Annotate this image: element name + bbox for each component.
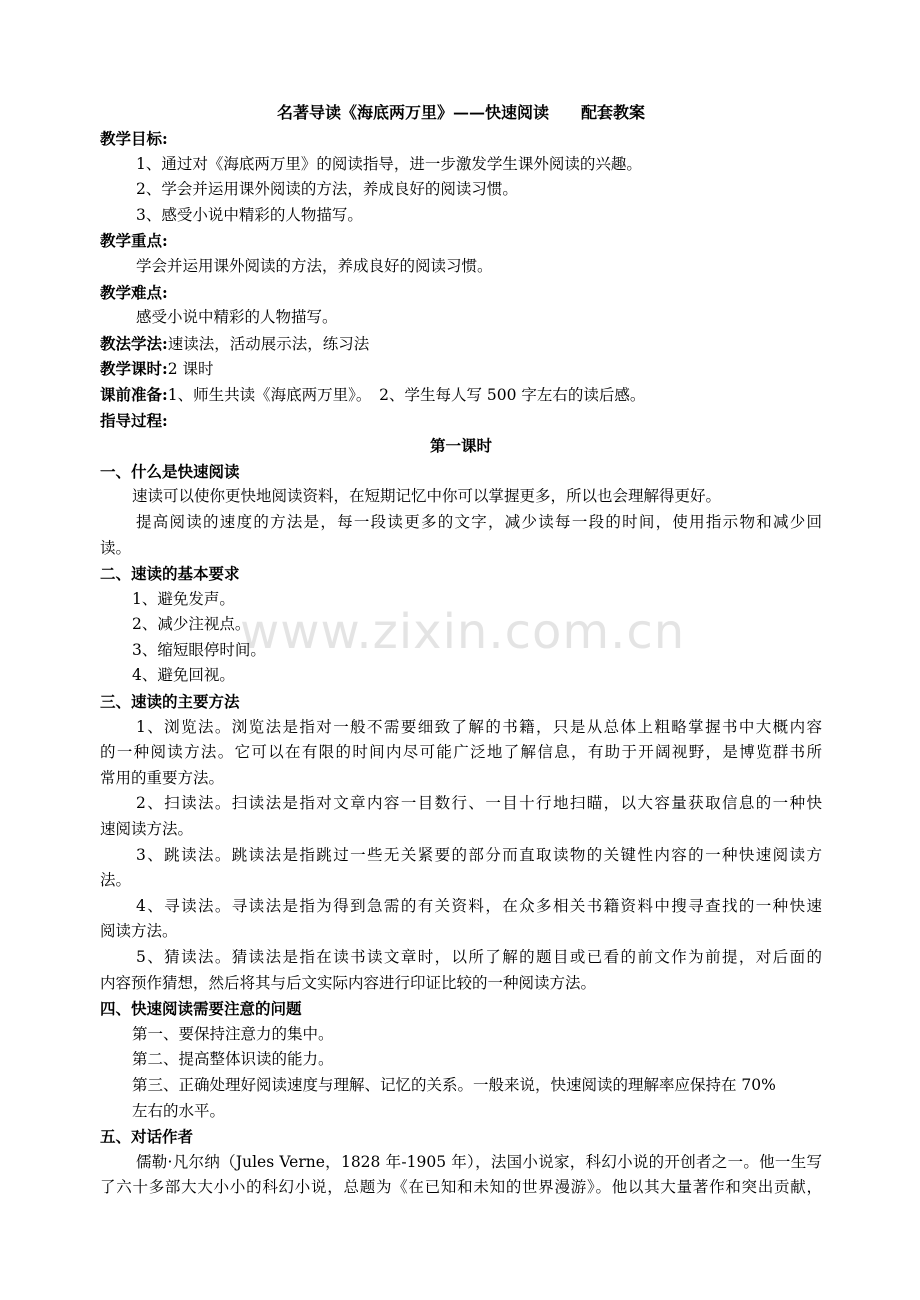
section-heading: 二、速读的基本要求 (100, 564, 240, 584)
prep-line (100, 382, 822, 408)
paragraph-line: 左右的水平。 (132, 1101, 226, 1120)
paragraph-line: 速阅读方法。 (100, 820, 194, 839)
goal-item: 2、学会并运用课外阅读的方法，养成良好的阅读习惯。 (136, 180, 518, 199)
section-heading: 四、快速阅读需要注意的问题 (100, 999, 302, 1019)
difficulty-text: 感受小说中精彩的人物描写。 (136, 308, 338, 327)
lesson-title: 第一课时 (429, 436, 492, 456)
document-page (100, 100, 822, 1201)
prep-label: 课前准备: (100, 384, 168, 404)
methods-text: 速读法，活动展示法，练习法 (167, 334, 370, 353)
difficulty-heading: 教学难点: (100, 282, 168, 302)
methods-label: 教法学法: (100, 333, 168, 353)
hours-line (100, 356, 822, 382)
section-heading: 三、速读的主要方法 (100, 692, 240, 712)
goal-item: 3、感受小说中精彩的人物描写。 (136, 205, 363, 224)
paragraph-line: 3、跳读法。跳读法是指跳过一些无关紧要的部分而直取读物的关键性内容的一种快速阅读方 (136, 845, 822, 864)
paragraph-line: 1、浏览法。浏览法是指对一般不需要细致了解的书籍，只是从总体上粗略掌握书中大概内容 (136, 717, 822, 736)
paragraph-line: 阅读方法。 (100, 922, 178, 941)
document-title: 名著导读《海底两万里》——快速阅读 配套教案 (276, 103, 645, 122)
goals-heading: 教学目标: (100, 129, 168, 148)
watermark: www.zixin.com.cn (240, 604, 686, 660)
key-points-heading: 教学重点: (100, 231, 168, 251)
process-heading: 指导过程: (100, 410, 168, 430)
paragraph-line: 读。 (100, 538, 132, 557)
paragraph-line: 第一、要保持注意力的集中。 (132, 1024, 334, 1043)
paragraph-line: 2、扫读法。扫读法是指对文章内容一目数行、一目十行地扫瞄，以大容量获取信息的一种快 (136, 794, 822, 813)
paragraph-line: 提高阅读的速度的方法是，每一段读更多的文字，减少读每一段的时间，使用指示物和减少回 (136, 512, 822, 531)
hours-label: 教学课时: (100, 359, 168, 379)
paragraph-line: 内容预作猜想，然后将其与后文实际内容进行印证比较的一种阅读方法。 (100, 973, 597, 992)
goal-item: 1、通过对《海底两万里》的阅读指导，进一步激发学生课外阅读的兴趣。 (136, 154, 642, 173)
paragraph-line: 儒勒·凡尔纳（Jules Verne，1828 年-1905 年），法国小说家，科幻小说的开创者之一。他一生写 (136, 1152, 822, 1171)
paragraph-line: 4、寻读法。寻读法是指为得到急需的有关资料，在众多相关书籍资料中搜寻查找的一种快速 (136, 896, 822, 915)
prep-text: 1、师生共读《海底两万里》。 2、学生每人写 500 字左右的读后感。 (167, 385, 646, 404)
paragraph-line: 第三、正确处理好阅读速度与理解、记忆的关系。一般来说，快速阅读的理解率应保持在 70% (132, 1075, 776, 1094)
paragraph-line: 了六十多部大大小小的科幻小说，总题为《在已知和未知的世界漫游》。他以其大量著作和突出贡献， (100, 1178, 822, 1197)
requirement-item: 2、减少注视点。 (132, 615, 251, 634)
key-points-text: 学会并运用课外阅读的方法，养成良好的阅读习惯。 (136, 256, 493, 275)
paragraph-line: 法。 (100, 871, 132, 890)
hours-text: 2 课时 (167, 360, 214, 379)
paragraph-line: 第二、提高整体识读的能力。 (132, 1050, 334, 1069)
section-heading: 一、什么是快速阅读 (100, 461, 240, 481)
paragraph-line: 5、猜读法。猜读法是指在读书读文章时，以所了解的题目或已看的前文作为前提，对后面的 (136, 948, 822, 966)
requirement-item: 4、避免回视。 (132, 666, 235, 685)
paragraph-line: 常用的重要方法。 (100, 768, 225, 787)
requirement-item: 1、避免发声。 (132, 589, 235, 608)
methods-line (100, 331, 822, 357)
paragraph-line: 的一种阅读方法。它可以在有限的时间内尽可能广泛地了解信息，有助于开阔视野，是博览群书所 (100, 743, 822, 762)
requirement-item: 3、缩短眼停时间。 (132, 640, 266, 659)
section-heading: 五、对话作者 (100, 1127, 194, 1147)
paragraph-line: 速读可以使你更快地阅读资料，在短期记忆中你可以掌握更多，所以也会理解得更好。 (132, 487, 722, 506)
